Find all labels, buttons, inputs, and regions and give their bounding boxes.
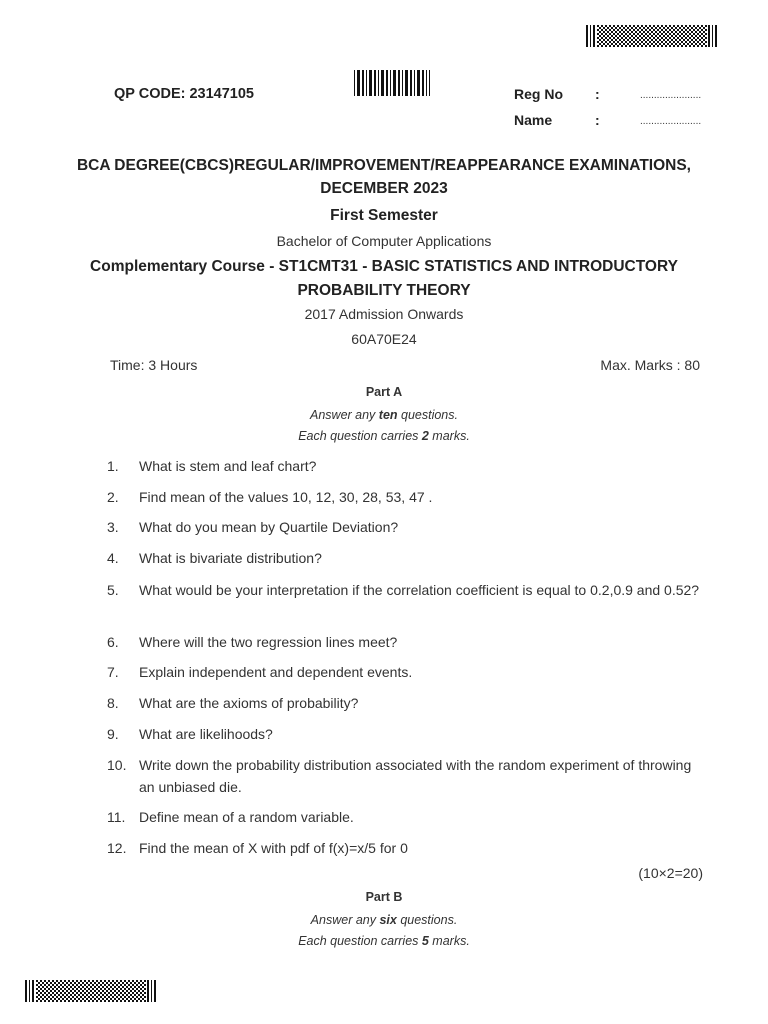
- instr-text: Each question carries: [298, 934, 422, 948]
- question-item: [107, 516, 707, 538]
- part-b-heading: Part B: [365, 890, 403, 904]
- question-number: 6.: [107, 634, 119, 650]
- part-a-instruction-2: [0, 429, 768, 443]
- bottom-left-barcode: [25, 980, 157, 1002]
- question-number: 7.: [107, 664, 119, 680]
- program: Bachelor of Computer Applications: [276, 233, 492, 249]
- question-item: [107, 692, 707, 714]
- question-text: Explain independent and dependent events.: [139, 664, 413, 680]
- question-text: What would be your interpretation if the correlation coefficient is equal to 0.2,0.9 and 0.52?: [139, 582, 700, 598]
- top-right-barcode: [586, 25, 718, 47]
- semester: First Semester: [330, 207, 438, 224]
- question-text: What are the axioms of probability?: [139, 695, 359, 711]
- question-item: [107, 579, 707, 601]
- question-text: What are likelihoods?: [139, 726, 273, 742]
- question-number: 3.: [107, 519, 119, 535]
- question-text: What is stem and leaf chart?: [139, 458, 317, 474]
- question-number: 9.: [107, 726, 119, 742]
- part-b-instruction-2: [0, 934, 768, 948]
- question-item: [107, 455, 707, 477]
- question-text: Where will the two regression lines meet?: [139, 634, 398, 650]
- question-text: Find the mean of X with pdf of f(x)=x/5 for 0: [139, 840, 408, 856]
- question-number: 4.: [107, 550, 119, 566]
- instr-marks: 2: [421, 429, 429, 443]
- question-item: [107, 486, 707, 508]
- name-field[interactable]: ......................: [640, 116, 702, 127]
- instr-count: ten: [378, 408, 398, 422]
- question-number: 1.: [107, 458, 119, 474]
- time-label: Time: 3 Hours: [110, 357, 198, 373]
- exam-title-line1: BCA DEGREE(CBCS)REGULAR/IMPROVEMENT/REAPPEARANCE EXAMINATIONS,: [76, 157, 691, 174]
- course-line2: PROBABILITY THEORY: [297, 282, 471, 299]
- part-a-heading: Part A: [365, 385, 403, 399]
- instr-text: marks.: [428, 934, 470, 948]
- instr-text: Answer any: [310, 913, 380, 927]
- question-number: 10.: [107, 757, 127, 773]
- admission: 2017 Admission Onwards: [304, 306, 464, 322]
- part-b-instruction-1: [0, 913, 768, 927]
- part-a-marks-summary: (10×2=20): [638, 865, 703, 881]
- exam-title-line2: DECEMBER 2023: [320, 180, 448, 197]
- reg-no-colon: :: [595, 86, 600, 102]
- instr-text: Each question carries: [298, 429, 422, 443]
- reg-no-field[interactable]: ......................: [640, 90, 702, 101]
- question-item: [107, 631, 707, 653]
- question-item: [107, 837, 707, 859]
- course-line1: Complementary Course - ST1CMT31 - BASIC STATISTICS AND INTRODUCTORY: [90, 258, 678, 275]
- instr-count: six: [379, 913, 397, 927]
- name-colon: :: [595, 112, 600, 128]
- question-item: [107, 661, 707, 683]
- question-text: What is bivariate distribution?: [139, 550, 322, 566]
- question-text: Find mean of the values 10, 12, 30, 28, 53, 47 .: [139, 489, 433, 505]
- question-number: 5.: [107, 582, 119, 598]
- max-marks-label: Max. Marks : 80: [600, 357, 700, 373]
- question-item: [107, 754, 707, 798]
- question-item: [107, 723, 707, 745]
- question-number: 2.: [107, 489, 119, 505]
- center-barcode: [354, 70, 430, 96]
- part-a-instruction-1: [0, 408, 768, 422]
- instr-text: questions.: [396, 913, 458, 927]
- question-number: 8.: [107, 695, 119, 711]
- question-text: Define mean of a random variable.: [139, 809, 354, 825]
- instr-text: Answer any: [310, 408, 379, 422]
- question-number: 12.: [107, 840, 127, 856]
- name-label: Name: [514, 112, 553, 128]
- qp-code: QP CODE: 23147105: [114, 86, 254, 102]
- question-number: 11.: [107, 809, 126, 825]
- question-text: Write down the probability distribution associated with the random experiment of throwing an unbiased die.: [139, 757, 692, 795]
- question-item: [107, 806, 707, 828]
- instr-marks: 5: [421, 934, 429, 948]
- reg-no-label: Reg No: [514, 86, 563, 102]
- exam-code: 60A70E24: [351, 331, 417, 347]
- question-item: [107, 547, 707, 569]
- question-text: What do you mean by Quartile Deviation?: [139, 519, 399, 535]
- instr-text: questions.: [397, 408, 458, 422]
- instr-text: marks.: [428, 429, 470, 443]
